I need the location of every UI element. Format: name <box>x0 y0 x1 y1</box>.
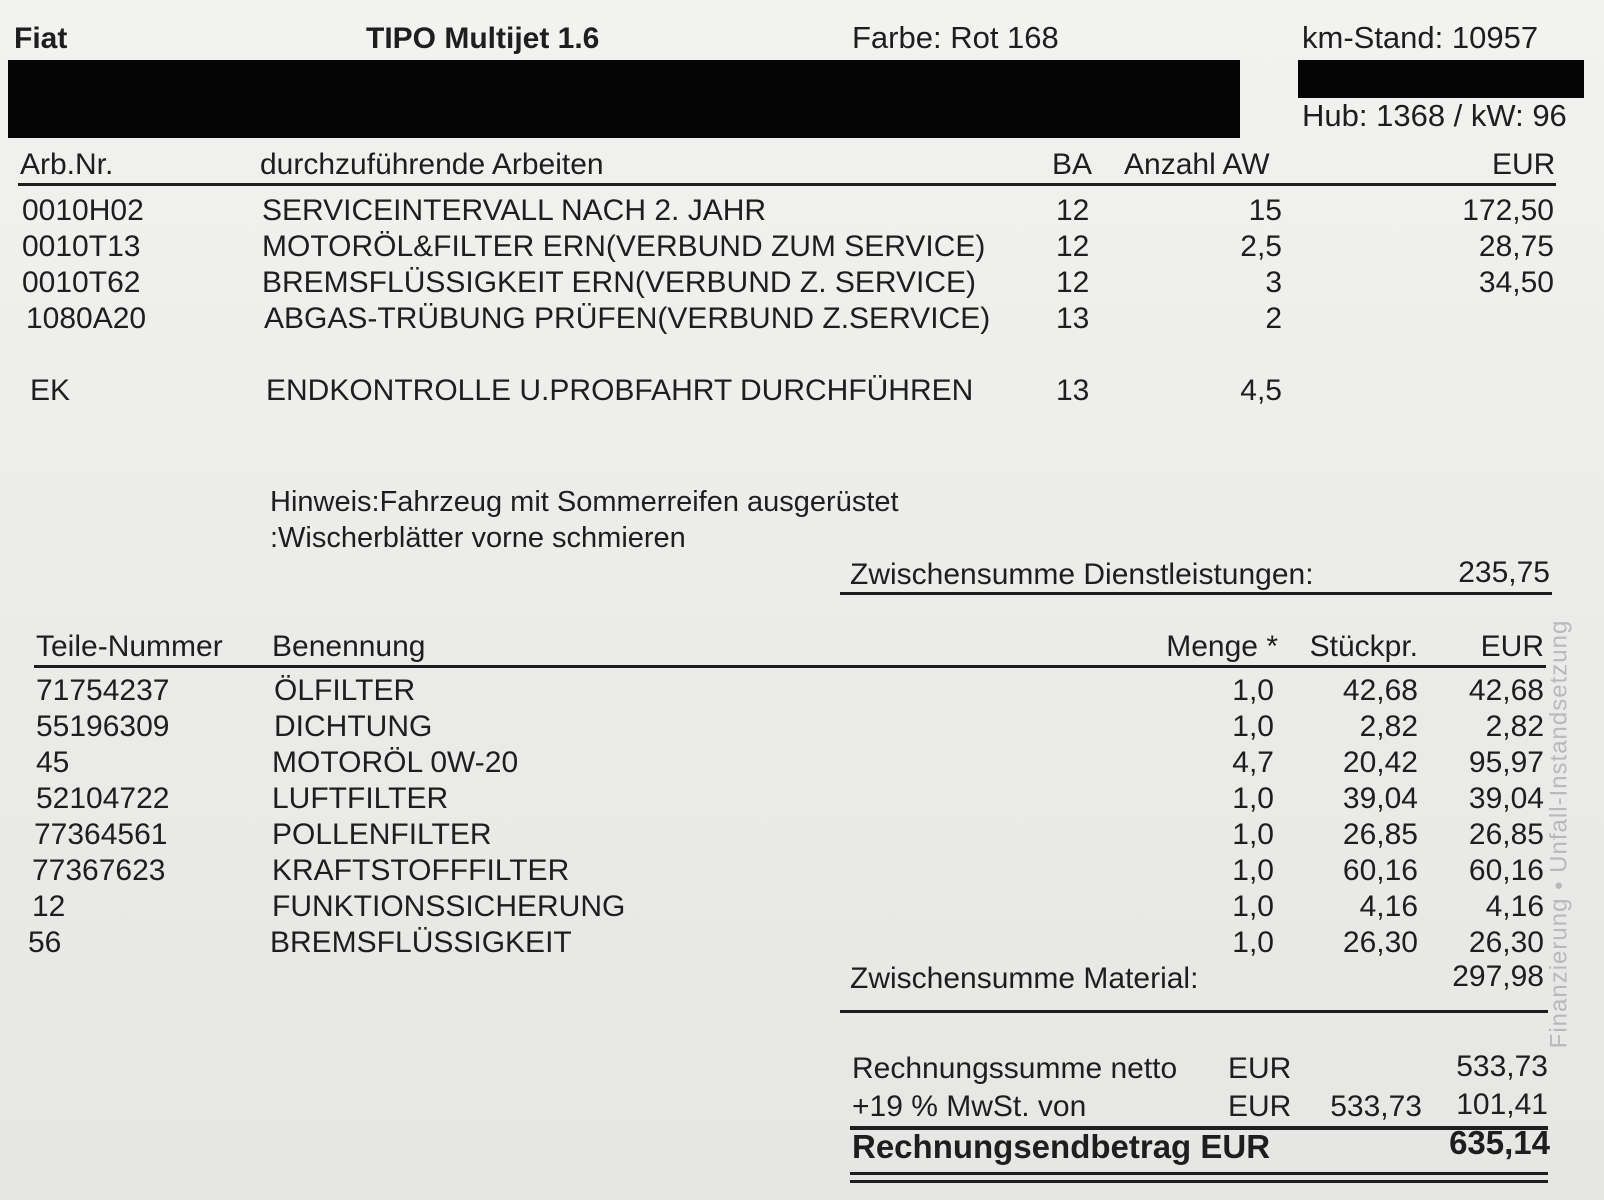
labor-eur: 34,50 <box>1478 266 1554 299</box>
part-qty: 1,0 <box>1232 926 1274 959</box>
labor-aw: 3 <box>1265 266 1282 299</box>
part-nr: 56 <box>28 926 62 959</box>
part-qty: 1,0 <box>1232 674 1274 707</box>
labor-nr: 0010H02 <box>22 194 144 227</box>
part-qty: 1,0 <box>1232 890 1274 923</box>
part-eur: 2,82 <box>1485 710 1544 743</box>
part-unit-price: 39,04 <box>1342 782 1418 815</box>
part-name: POLLENFILTER <box>272 818 492 851</box>
labor-nr: 0010T13 <box>22 230 141 263</box>
parts-subtotal-value: 297,98 <box>1452 960 1544 993</box>
parts-header-unit: Stückpr. <box>1309 630 1418 663</box>
engine-info: Hub: 1368 / kW: 96 <box>1302 98 1567 133</box>
labor-desc: ENDKONTROLLE U.PROBFAHRT DURCHFÜHREN <box>266 374 974 407</box>
labor-ba: 13 <box>1056 302 1090 335</box>
parts-row <box>0 926 1604 962</box>
margin-text: Finanzierung • Unfall-Instandsetzung <box>1545 619 1573 1049</box>
grand-total-label: Rechnungsendbetrag EUR <box>852 1128 1271 1165</box>
part-eur: 26,85 <box>1468 818 1544 851</box>
labor-desc: MOTORÖL&FILTER ERN(VERBUND ZUM SERVICE) <box>262 230 986 263</box>
vehicle-make: Fiat <box>14 22 68 55</box>
parts-row <box>0 854 1604 890</box>
parts-row <box>0 890 1604 926</box>
grand-total-rule-2 <box>850 1180 1548 1183</box>
part-unit-price: 20,42 <box>1342 746 1418 779</box>
parts-row <box>0 746 1604 782</box>
parts-row <box>0 674 1604 710</box>
part-qty: 1,0 <box>1232 818 1274 851</box>
labor-nr: 0010T62 <box>22 266 141 299</box>
labor-subtotal-label: Zwischensumme Dienstleistungen: <box>850 558 1314 591</box>
labor-aw: 15 <box>1248 194 1282 227</box>
net-total-currency: EUR <box>1228 1052 1292 1085</box>
part-unit-price: 26,30 <box>1342 926 1418 959</box>
labor-row <box>0 302 1604 338</box>
net-total-label: Rechnungssumme netto <box>852 1052 1178 1085</box>
labor-nr: 1080A20 <box>26 302 147 335</box>
part-name: DICHTUNG <box>274 710 433 743</box>
part-unit-price: 60,16 <box>1342 854 1418 887</box>
part-qty: 1,0 <box>1232 782 1274 815</box>
vehicle-mileage: km-Stand: 10957 <box>1302 20 1539 55</box>
part-nr: 71754237 <box>36 674 170 707</box>
parts-header-nr: Teile-Nummer <box>36 630 223 663</box>
labor-eur: 172,50 <box>1462 194 1554 227</box>
part-eur: 95,97 <box>1468 746 1544 779</box>
part-eur: 26,30 <box>1468 926 1544 959</box>
vat-value: 101,41 <box>1456 1088 1548 1121</box>
parts-subtotal-label: Zwischensumme Material: <box>850 962 1199 995</box>
parts-header-eur: EUR <box>1480 630 1544 663</box>
part-qty: 4,7 <box>1232 746 1274 779</box>
part-eur: 60,16 <box>1468 854 1544 887</box>
part-name: LUFTFILTER <box>272 782 449 815</box>
labor-nr: EK <box>30 374 71 407</box>
labor-subtotal-rule <box>840 592 1552 595</box>
labor-header-ba: BA <box>1052 148 1093 181</box>
labor-ba: 13 <box>1056 374 1090 407</box>
part-name: ÖLFILTER <box>274 674 416 707</box>
part-name: MOTORÖL 0W-20 <box>272 746 519 779</box>
parts-row <box>0 782 1604 818</box>
parts-header-name: Benennung <box>272 630 426 663</box>
grand-total-rule-1 <box>850 1172 1548 1175</box>
labor-header-rule <box>18 183 1556 186</box>
part-name: BREMSFLÜSSIGKEIT <box>270 926 572 959</box>
labor-row <box>0 194 1604 230</box>
part-eur: 4,16 <box>1485 890 1544 923</box>
labor-header-aw: Anzahl AW <box>1124 148 1270 181</box>
labor-aw: 2,5 <box>1240 230 1282 263</box>
labor-eur: 28,75 <box>1478 230 1554 263</box>
labor-header-eur: EUR <box>1492 148 1556 181</box>
part-name: FUNKTIONSSICHERUNG <box>272 890 626 923</box>
part-nr: 52104722 <box>36 782 170 815</box>
labor-row <box>0 230 1604 266</box>
redacted-customer-info <box>8 60 1240 138</box>
labor-ba: 12 <box>1056 230 1090 263</box>
net-total-value: 533,73 <box>1456 1050 1548 1083</box>
labor-desc: BREMSFLÜSSIGKEIT ERN(VERBUND Z. SERVICE) <box>262 266 977 299</box>
part-unit-price: 2,82 <box>1359 710 1418 743</box>
labor-header-nr: Arb.Nr. <box>20 148 114 181</box>
part-nr: 77367623 <box>32 854 166 887</box>
part-unit-price: 26,85 <box>1342 818 1418 851</box>
labor-subtotal-value: 235,75 <box>1458 556 1550 589</box>
labor-aw: 2 <box>1265 302 1282 335</box>
parts-row <box>0 710 1604 746</box>
labor-row <box>0 266 1604 302</box>
vat-base: 533,73 <box>1330 1090 1422 1123</box>
part-eur: 42,68 <box>1468 674 1544 707</box>
labor-desc: SERVICEINTERVALL NACH 2. JAHR <box>262 194 767 227</box>
parts-header-qty: Menge * <box>1166 630 1278 663</box>
parts-row <box>0 818 1604 854</box>
labor-ba: 12 <box>1056 194 1090 227</box>
part-nr: 45 <box>36 746 70 779</box>
redacted-plate-info <box>1298 60 1584 98</box>
note-line-1: Hinweis:Fahrzeug mit Sommerreifen ausgerüstet <box>270 486 899 518</box>
vat-label: +19 % MwSt. von <box>852 1090 1087 1123</box>
parts-subtotal-rule <box>840 1010 1548 1013</box>
part-name: KRAFTSTOFFFILTER <box>272 854 570 887</box>
vehicle-color: Farbe: Rot 168 <box>852 20 1059 55</box>
parts-header-rule <box>34 665 1546 668</box>
part-nr: 77364561 <box>34 818 168 851</box>
part-qty: 1,0 <box>1232 710 1274 743</box>
grand-total-value: 635,14 <box>1449 1124 1550 1161</box>
labor-desc: ABGAS-TRÜBUNG PRÜFEN(VERBUND Z.SERVICE) <box>264 302 991 335</box>
note-line-2: :Wischerblätter vorne schmieren <box>270 522 686 554</box>
part-nr: 12 <box>32 890 66 923</box>
part-unit-price: 4,16 <box>1359 890 1418 923</box>
labor-aw: 4,5 <box>1240 374 1282 407</box>
vat-currency: EUR <box>1228 1090 1292 1123</box>
labor-header-desc: durchzuführende Arbeiten <box>260 148 604 181</box>
vehicle-model: TIPO Multijet 1.6 <box>366 22 600 55</box>
labor-row <box>0 374 1604 410</box>
part-qty: 1,0 <box>1232 854 1274 887</box>
part-nr: 55196309 <box>36 710 170 743</box>
labor-ba: 12 <box>1056 266 1090 299</box>
part-eur: 39,04 <box>1468 782 1544 815</box>
part-unit-price: 42,68 <box>1342 674 1418 707</box>
